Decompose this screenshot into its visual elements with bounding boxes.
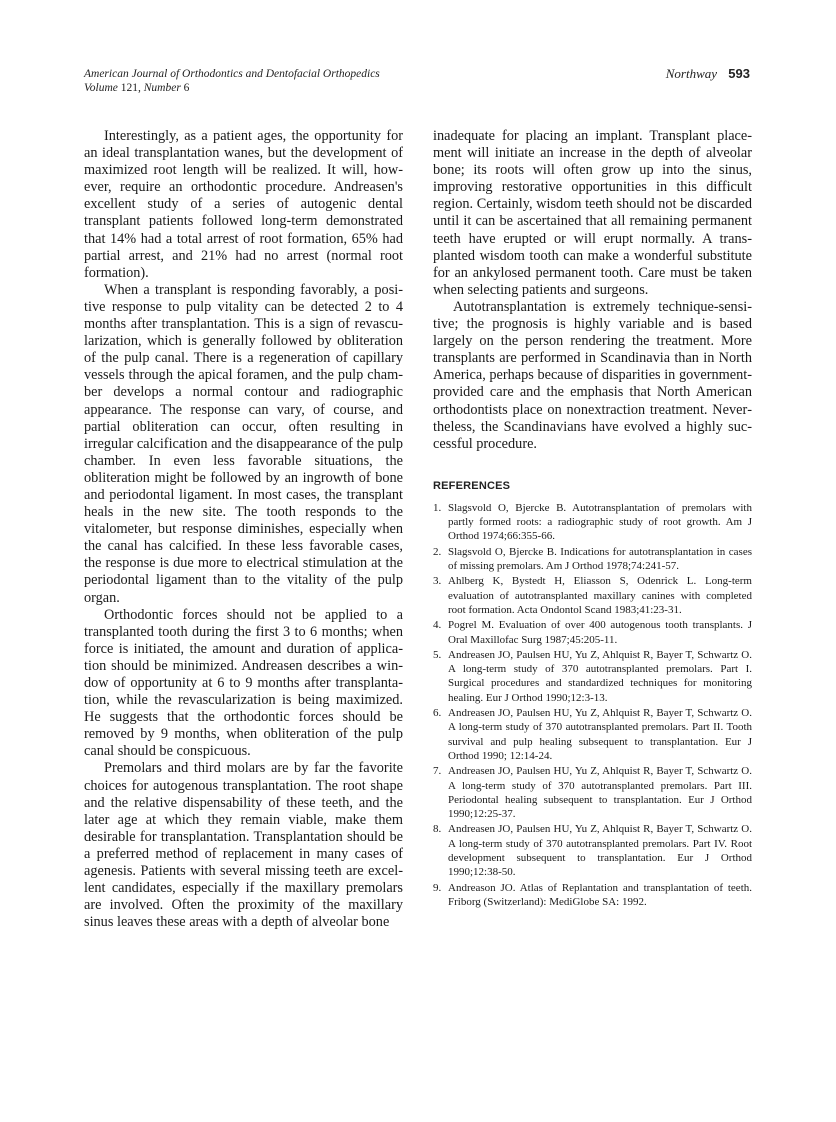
volume-value: 121 bbox=[120, 82, 138, 94]
reference-item bbox=[433, 648, 752, 705]
journal-title: American Journal of Orthodontics and Dentofacial Orthopedics bbox=[84, 68, 380, 80]
reference-number: 4. bbox=[433, 619, 442, 632]
body-paragraph: Interestingly, as a patient ages, the opportunity for an ideal transplantation wanes, but the development of maximized root length will be realized. It will, however, require an orthodontic procedure. Andreasen's excellent study of a series of autogenic dental transplant patients followed long-term demonstrated that 14% had a total arrest of root formation, 65% had partial arrest, and 21% had no arrest (normal root formation). bbox=[84, 128, 403, 281]
running-header-journal bbox=[84, 67, 380, 95]
reference-number: 9. bbox=[433, 881, 442, 894]
left-column bbox=[84, 128, 403, 931]
reference-text: Slagsvold O, Bjercke B. Autotransplantation of premolars with partly formed roots: a radiographic study of root growth. Am J Orthod 1974;66:355-66. bbox=[448, 501, 752, 543]
reference-number: 5. bbox=[433, 648, 442, 661]
number-label: Number bbox=[143, 82, 181, 94]
right-column bbox=[433, 128, 752, 910]
reference-item bbox=[433, 822, 752, 879]
reference-text: Ahlberg K, Bystedt H, Eliasson S, Odenrick L. Long-term evaluation of autotransplanted maxillary canines with completed root formation. Acta Ondontol Scand 1983;41:23-31. bbox=[448, 575, 752, 616]
reference-number: 3. bbox=[433, 575, 442, 588]
reference-number: 7. bbox=[433, 765, 442, 778]
journal-volume-issue: Volume 121, Number 6 bbox=[84, 82, 190, 94]
number-value: 6 bbox=[183, 82, 190, 94]
reference-number: 1. bbox=[433, 501, 442, 514]
reference-text: Andreason JO. Atlas of Replantation and transplantation of teeth. Friborg (Switzerland): MediGlobe SA: 1992. bbox=[448, 881, 752, 908]
reference-number: 2. bbox=[433, 545, 442, 558]
running-header-author-page bbox=[666, 66, 750, 82]
reference-text: Andreasen JO, Paulsen HU, Yu Z, Ahlquist R, Bayer T, Schwartz O. A long-term study of 370 autotransplanted premolars. Part III. Periodontal healing subsequent to transplantation. Eur J Orthod 1990;12:25-37. bbox=[448, 765, 752, 821]
reference-item bbox=[433, 618, 752, 647]
reference-text: Pogrel M. Evaluation of over 400 autogenous tooth transplants. J Oral Maxillofac Surg 1987;45:205-11. bbox=[448, 619, 752, 646]
reference-number: 8. bbox=[433, 823, 442, 836]
body-paragraph: Autotransplantation is extremely technique-sensitive; the prognosis is highly variable and is based largely on the person rendering the treatment. More transplants are performed in Scandinavia than in North America, perhaps because of disparities in government-provided care and the emphasis that North American orthodontists place on nonextraction treatment. Nevertheless, the Scandinavians have evolved a highly successful procedure. bbox=[433, 298, 752, 452]
reference-item bbox=[433, 764, 752, 821]
reference-item bbox=[433, 545, 752, 574]
references-heading: REFERENCES bbox=[433, 479, 511, 492]
page-number: 593 bbox=[728, 66, 750, 81]
reference-item bbox=[433, 706, 752, 763]
references-list bbox=[433, 501, 752, 909]
reference-text: Slagsvold O, Bjercke B. Indications for autotransplantation in cases of missing premolars. Am J Orthod 1978;74:241-57. bbox=[448, 545, 752, 573]
reference-item bbox=[433, 501, 752, 544]
reference-item bbox=[433, 881, 752, 910]
reference-item bbox=[433, 574, 752, 617]
reference-text: Andreasen JO, Paulsen HU, Yu Z, Ahlquist R, Bayer T, Schwartz O. A long-term study of 370 autotransplanted premolars. Part IV. Root development subsequent to transplantation. Eur J Orthod 1990;12:38-50. bbox=[448, 823, 752, 879]
reference-text: Andreasen JO, Paulsen HU, Yu Z, Ahlquist R, Bayer T, Schwartz O. A long-term study of 370 autotransplanted premolars. Part I. Surgical procedures and standardized techniques for monitoring healing. Eur J Orthod 1990;12:3-13. bbox=[448, 648, 752, 704]
body-paragraph: inadequate for placing an implant. Transplant placement will initiate an increase in the depth of alveolar bone; its roots will often grow up into the sinus, improving restorative opportunities in this difficult region. Certainly, wisdom teeth should not be discarded until it can be ascertained that all remaining permanent teeth have erupted or will erupt normally. A transplanted wisdom tooth can make a wonderful substitute for an ankylosed permanent tooth. Care must be taken when selecting patients and surgeons. bbox=[433, 128, 752, 298]
body-paragraph: Orthodontic forces should not be applied to a transplanted tooth during the first 3 to 6 months; when force is initiated, the amount and duration of application should be minimized. Andreasen describes a window of opportunity at 6 to 9 months after transplantation, while the revascularization is being maximized. He suggests that the orthodontic forces should be removed by 9 months, when obliteration of the pulp canal should be conspicuous. bbox=[84, 606, 403, 760]
body-paragraph: When a transplant is responding favorably, a positive response to pulp vitality can be detected 2 to 4 months after transplantation. This is a sign of revascularization, which is generally followed by obliteration of the pulp canal. There is a regeneration of capillary vessels through the apical foramen, and the pulp chamber develops a normal contour and radiographic appearance. The response can vary, of course, and partial obliteration can occur, often resulting in irregular calcification and the disappearance of the pulp chamber. In even less favorable situations, the obliteration might be followed by an ingrowth of bone and periodontal ligament. In most cases, the transplant heals in the new site. The tooth responds to the vitalometer, but response diminishes, especially when the canal has calcified. In these less favorable cases, the response is due more to electrical stimulation at the periodontal ligament than to the vitality of the pulp organ. bbox=[84, 281, 403, 606]
reference-text: Andreasen JO, Paulsen HU, Yu Z, Ahlquist R, Bayer T, Schwartz O. A long-term study of 370 autotransplanted premolars. Part II. Tooth survival and pulp healing subsequent to transplantation. Eur J Orthod 1990; 12:14-24. bbox=[448, 707, 752, 762]
reference-number: 6. bbox=[433, 707, 442, 720]
volume-label: Volume bbox=[84, 82, 118, 94]
body-paragraph: Premolars and third molars are by far the favorite choices for autogenous transplantation. The root shape and the relative dispensability of these teeth, and the later age at which they remain viable, make them desirable for transplantation. Transplantation should be a preferred method of replacement in many cases of agenesis. Patients with several missing teeth are excellent candidates, especially if the maxillary premolars are involved. Often the proximity of the maxillary sinus leaves these areas with a depth of alveolar bone bbox=[84, 760, 403, 931]
author-name: Northway bbox=[665, 66, 718, 81]
